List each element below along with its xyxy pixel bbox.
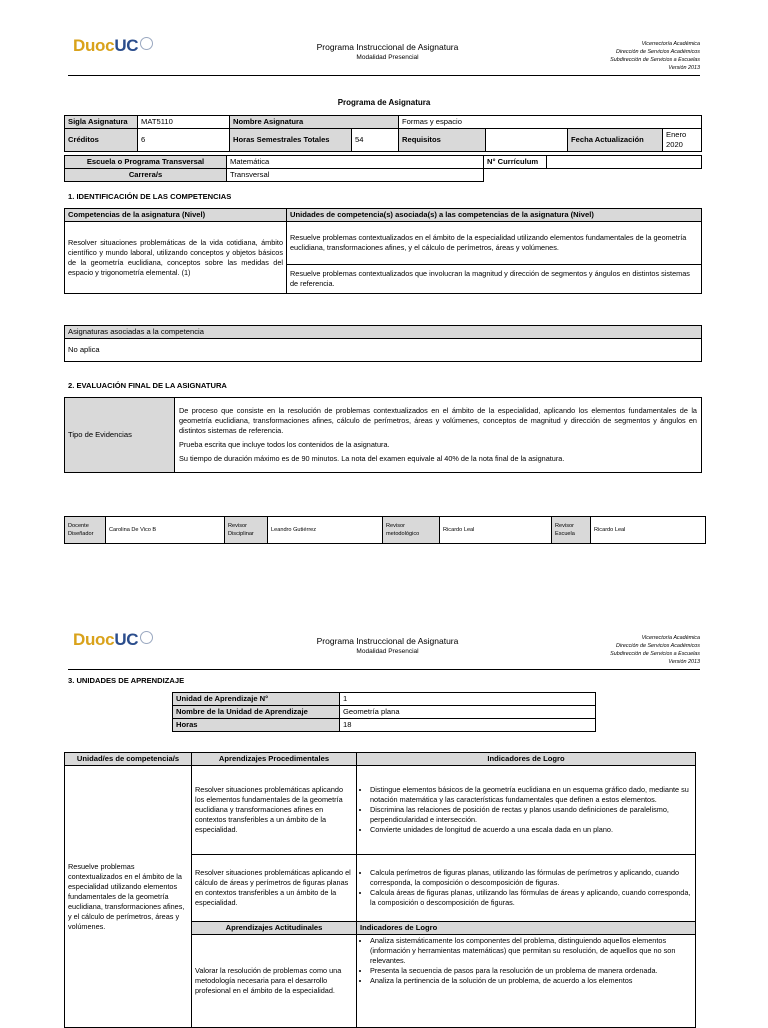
competencias-header: Competencias de la asignatura (Nivel) <box>65 209 287 222</box>
competencias-table <box>64 208 702 294</box>
metodologico-value: Ricardo Leal <box>440 517 552 544</box>
page-2 <box>0 594 768 1024</box>
col-indicadores-header: Indicadores de Logro <box>357 753 696 766</box>
evidencias-p3: Su tiempo de duración máximo es de 90 minutos. La nota del examen equivale al 40% de la nota final de la asignatura. <box>179 454 565 463</box>
seal-icon <box>140 37 153 50</box>
header-right-info: Vicerrectoría Académica Dirección de Servicios Académicos Subdirección de Servicios a Escuelas Versión 2013 <box>610 635 700 665</box>
evidencias-content <box>175 398 702 473</box>
docente-label: Docente Diseñador <box>65 517 106 544</box>
creditos-label: Créditos <box>65 129 138 152</box>
asociadas-label: Asignaturas asociadas a la competencia <box>65 326 702 339</box>
carrera-label: Carrera/s <box>65 169 227 182</box>
unidad-num-label: Unidad de Aprendizaje N° <box>173 693 340 706</box>
nombre-label: Nombre Asignatura <box>230 116 399 129</box>
unidad-num-value: 1 <box>340 693 596 706</box>
unidad-horas-value: 18 <box>340 719 596 732</box>
document-title: Programa Instruccional de Asignatura <box>316 636 459 646</box>
unidad-horas-label: Horas <box>173 719 340 732</box>
indicador-item: • Analiza sistemáticamente los componentes del problema, distinguiendo aquellos elementos (información y herramientas matemáticas) que permitan su resolución, de aquellos que no son relevantes. <box>370 936 692 966</box>
disciplinar-label: Revisor Disciplinar <box>225 517 268 544</box>
horas-label: Horas Semestrales Totales <box>230 129 352 152</box>
actitudinal-1: Valorar la resolución de problemas como una metodología necesaria para el desarrollo profesional en el ámbito de la especialidad. <box>192 935 357 1028</box>
indicador-item: • Calcula perímetros de figuras planas, utilizando las fórmulas de perímetros y aplicando, cuando corresponda, la composición o descomposición de figuras. <box>370 868 692 888</box>
document-subtitle: Modalidad Presencial <box>356 648 419 655</box>
section-2-title: 2. EVALUACIÓN FINAL DE LA ASIGNATURA <box>68 381 227 390</box>
requisitos-value <box>486 129 568 152</box>
procedimental-2: Resolver situaciones problemáticas aplicando el cálculo de áreas y perímetros de figuras planas en contextos transferibles a un ámbito de la especialidad. <box>192 855 357 922</box>
indicador-item: • Presenta la secuencia de pasos para la resolución de un problema de manera ordenada. <box>370 966 692 976</box>
disciplinar-value: Leandro Gutiérrez <box>268 517 383 544</box>
evidencias-label: Tipo de Evidencias <box>65 398 175 473</box>
duocuc-logo: DuocUC <box>73 36 153 56</box>
indicador-item: • Convierte unidades de longitud de acuerdo a una escala dada en un plano. <box>370 825 692 835</box>
evidencias-p1: De proceso que consiste en la resolución de problemas contextualizados en el ámbito de la especialidad, aplicando los elementos fundamentales de la geometría euclidiana, transformaciones afines, cálculo de perímetros, áreas y volúmenes, conceptos de magnitud y dirección de segmentos y ángulos en distintos sistemas de referencia. <box>179 406 697 435</box>
nombre-value: Formas y espacio <box>399 116 702 129</box>
indicador-item: • Distingue elementos básicos de la geometría euclidiana en un esquema gráfico dado, mediante su notación matemática y las características fundamentales que definen a estos elementos. <box>370 785 692 805</box>
horas-value: 54 <box>352 129 399 152</box>
escuela-value: Matemática <box>227 156 484 169</box>
metodologico-label: Revisor metodológico <box>383 517 440 544</box>
header-right-info: Vicerrectoría Académica Dirección de Servicios Académicos Subdirección de Servicios a Escuelas Versión 2013 <box>610 41 700 71</box>
col-procedimentales-header: Aprendizajes Procedimentales <box>192 753 357 766</box>
indicador-item: • Discrimina las relaciones de posición de rectas y planos usando definiciones de paralelismo, perpendicularidad e intersección. <box>370 805 692 825</box>
docente-value: Carolina De Vico B <box>106 517 225 544</box>
document-subtitle: Modalidad Presencial <box>356 54 419 61</box>
indicadores-2 <box>357 855 696 922</box>
indicador-item: • Calcula áreas de figuras planas, utilizando las fórmulas de áreas y aplicando, cuando corresponda, la composición o descomposición de figuras. <box>370 888 692 908</box>
procedimental-1: Resolver situaciones problemáticas aplicando los elementos fundamentales de la geometría euclidiana y transformaciones afines en contextos transferibles a un ámbito de la especialidad. <box>192 766 357 855</box>
evaluacion-table <box>64 397 702 473</box>
col-unidad-header: Unidad/es de competencia/s <box>65 753 192 766</box>
requisitos-label: Requisitos <box>399 129 486 152</box>
indicador-item: • Analiza la pertinencia de la solución de un problema, de acuerdo a los elementos <box>370 976 692 986</box>
fecha-value: Enero 2020 <box>663 129 702 152</box>
section-1-title: 1. IDENTIFICACIÓN DE LAS COMPETENCIAS <box>68 192 232 201</box>
school-table <box>64 155 702 182</box>
asociadas-value: No aplica <box>65 339 702 362</box>
signatures-table <box>64 516 706 544</box>
col-actitudinales-header: Aprendizajes Actitudinales <box>192 922 357 935</box>
aprendizajes-table <box>64 752 696 1028</box>
col-indicadores-header-2: Indicadores de Logro <box>357 922 696 935</box>
section-3-title: 3. UNIDADES DE APRENDIZAJE <box>68 676 185 685</box>
indicadores-3 <box>357 935 696 1028</box>
escuela-label: Escuela o Programa Transversal <box>65 156 227 169</box>
unidad-competencia-1: Resuelve problemas contextualizados en el ámbito de la especialidad utilizando elementos fundamentales de la geometría euclidiana, transformaciones afines, y el cálculo de perímetros, áreas y volúmenes. <box>287 222 702 265</box>
program-heading: Programa de Asignatura <box>337 98 431 107</box>
subject-info-table <box>64 115 702 152</box>
indicadores-1 <box>357 766 696 855</box>
unidad-competencia-text: Resuelve problemas contextualizados en el ámbito de la especialidad utilizando elementos fundamentales de la geometría euclidiana, transformaciones afines, y el cálculo de perímetros, áreas y volúmenes. <box>65 766 192 1028</box>
unidad-competencia-2: Resuelve problemas contextualizados que involucran la magnitud y dirección de segmentos y ángulos en distintos sistemas de referencia. <box>287 265 702 294</box>
seal-icon <box>140 631 153 644</box>
unidades-header: Unidades de competencia(s) asociada(s) a las competencias de la asignatura (Nivel) <box>287 209 702 222</box>
sigla-value: MAT5110 <box>138 116 230 129</box>
escuela-revisor-value: Ricardo Leal <box>591 517 706 544</box>
sigla-label: Sigla Asignatura <box>65 116 138 129</box>
curriculum-label: N° Currículum <box>484 156 547 169</box>
header-rule <box>68 669 700 670</box>
asociadas-table <box>64 325 702 362</box>
creditos-value: 6 <box>138 129 230 152</box>
unidad-nombre-label: Nombre de la Unidad de Aprendizaje <box>173 706 340 719</box>
duocuc-logo: DuocUC <box>73 630 153 650</box>
document-title: Programa Instruccional de Asignatura <box>316 42 459 52</box>
escuela-revisor-label: Revisor Escuela <box>552 517 591 544</box>
header-rule <box>68 75 700 76</box>
evidencias-p2: Prueba escrita que incluye todos los contenidos de la asignatura. <box>179 440 390 449</box>
unidad-info-table <box>172 692 596 732</box>
curriculum-value <box>547 156 702 169</box>
fecha-label: Fecha Actualización <box>568 129 663 152</box>
competencia-text: Resolver situaciones problemáticas de la vida cotidiana, ámbito científico y mundo laboral, utilizando conceptos y objetos básicos de la geometría euclidiana, conceptos sobre las medidas del espacio y trigonometría elemental. (1) <box>65 222 287 294</box>
carrera-value: Transversal <box>227 169 484 182</box>
unidad-nombre-value: Geometría plana <box>340 706 596 719</box>
